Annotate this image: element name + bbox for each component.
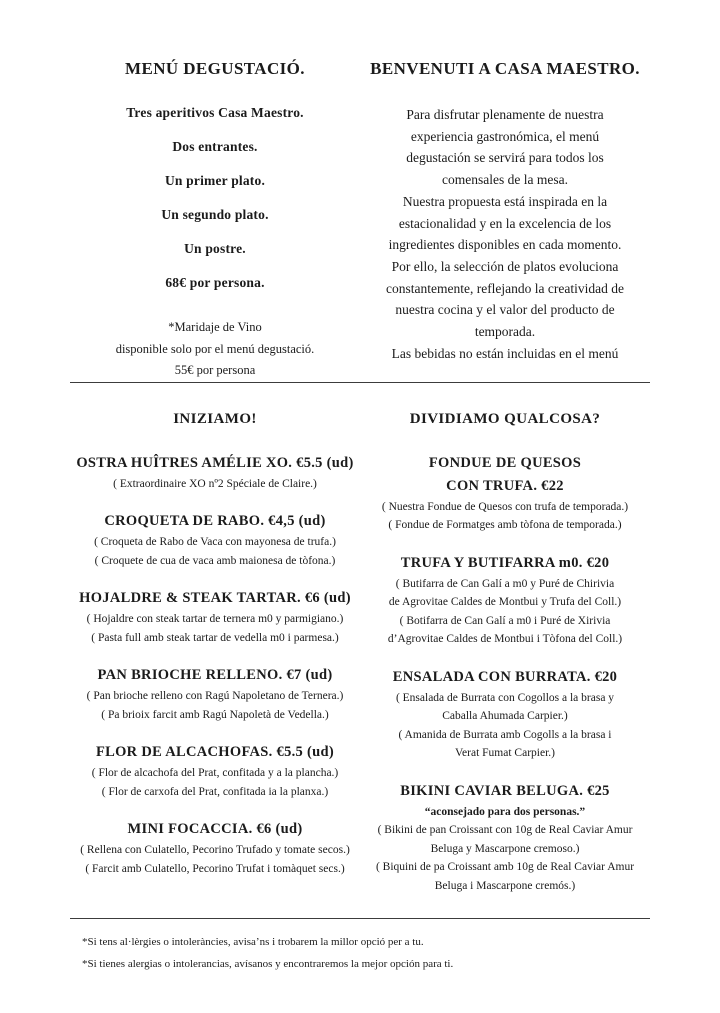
allergy-note-catalan: *Si tens al·lèrgies o intoleràncies, avisa’ns i trobarem la millor opció per a tu. <box>82 936 424 948</box>
item-name: FONDUE DE QUESOS <box>428 454 582 471</box>
allergy-note-spanish: *Si tienes alergias o intolerancias, avísanos y encontraremos la mejor opción para ti. <box>82 957 454 970</box>
welcome-title: BENVENUTI A CASA MAESTRO. <box>370 59 640 78</box>
item-description: ( Extraordinaire XO nº2 Spéciale de Claire.) <box>113 477 317 490</box>
welcome-line: comensales de la mesa. <box>442 172 568 188</box>
menu-item-ostra <box>70 452 360 494</box>
item-description: ( Ensalada de Burrata con Cogollos a la brasa y <box>395 691 615 704</box>
divider-bottom <box>70 918 650 919</box>
item-description: ( Nuestra Fondue de Quesos con trufa de temporada.) <box>381 500 629 513</box>
item-name: PAN BRIOCHE RELLENO. €7 (ud) <box>97 667 333 683</box>
item-description: ( Pan brioche relleno con Ragú Napoletano de Ternera.) <box>86 690 344 702</box>
item-description: ( Hojaldre con steak tartar de ternera m0 y parmigiano.) <box>86 613 344 625</box>
welcome-line: Para disfrutar plenamente de nuestra <box>406 107 604 122</box>
welcome-line: nuestra cocina y el valor del producto de <box>395 302 615 318</box>
menu-item-bikini-caviar <box>360 780 650 896</box>
menu-item-trufa-butifarra <box>360 552 650 649</box>
menu-item-hojaldre <box>70 587 360 647</box>
welcome-line: Nuestra propuesta está inspirada en la <box>402 193 608 209</box>
item-description: ( Amanida de Burrata amb Cogolls a la brasa i <box>398 728 612 741</box>
item-description: ( Biquini de pa Croissant amb 10g de Real Caviar Amur <box>375 861 635 873</box>
wine-pairing-note <box>70 317 360 382</box>
tasting-menu-line: Un postre. <box>184 241 246 256</box>
item-description: ( Croqueta de Rabo de Vaca con mayonesa de trufa.) <box>94 536 336 548</box>
item-description: Verat Fumat Carpier.) <box>455 747 555 759</box>
sharing-title: DIVIDIAMO QUALCOSA? <box>409 410 601 427</box>
menu-item-alcachofas <box>70 741 360 801</box>
welcome-line: constantemente, reflejando la creatividad de <box>385 280 624 296</box>
tasting-menu-line: Dos entrantes. <box>172 139 258 154</box>
menu-item-croqueta <box>70 510 360 570</box>
item-description: ( Farcit amb Culatello, Pecorino Trufat i tomàquet secs.) <box>85 862 345 875</box>
starters-section <box>70 410 360 913</box>
item-description: Caballa Ahumada Carpier.) <box>442 710 568 722</box>
item-description: Beluga y Mascarpone cremoso.) <box>430 842 580 855</box>
tasting-menu-line: Un segundo plato. <box>161 207 269 222</box>
item-name: MINI FOCACCIA. €6 (ud) <box>127 821 303 837</box>
tasting-menu-price: 68€ por persona. <box>165 275 265 290</box>
menu-sections <box>70 410 650 913</box>
serving-suggestion-note: “aconsejado para dos personas.” <box>424 805 586 818</box>
item-name: BIKINI CAVIAR BELUGA. €25 <box>400 782 610 799</box>
item-description: ( Rellena con Culatello, Pecorino Trufado y tomate secos.) <box>80 844 350 856</box>
item-name: CROQUETA DE RABO. €4,5 (ud) <box>104 513 326 529</box>
welcome-line: degustación se servirá para todos los <box>406 150 604 166</box>
welcome-line: Por ello, la selección de platos evoluciona <box>391 258 619 274</box>
item-name: OSTRA HUÎTRES AMÉLIE XO. €5.5 (ud) <box>76 454 354 471</box>
welcome-line: estacionalidad y en la excelencia de los <box>398 215 612 231</box>
welcome-line: Las bebidas no están incluidas en el menú <box>391 345 619 361</box>
tasting-menu-block <box>70 59 360 382</box>
wine-pairing-note-line: disponible solo por el menú degustació. <box>115 341 315 356</box>
starters-title: INIZIAMO! <box>173 410 257 427</box>
item-description: ( Bikini de pan Croissant con 10g de Real Caviar Amur <box>377 824 633 836</box>
item-description: Beluga i Mascarpone cremós.) <box>434 879 576 892</box>
item-description: ( Flor de carxofa del Prat, confitada ia la planxa.) <box>101 785 329 798</box>
item-description: ( Botifarra de Can Galí a m0 i Puré de Xirivia <box>399 614 611 627</box>
item-description: ( Butifarra de Can Galí a m0 y Puré de Chirivia <box>395 577 615 590</box>
welcome-line: ingredientes disponibles en cada momento. <box>388 237 622 253</box>
wine-pairing-note-price: 55€ por persona <box>174 363 256 377</box>
item-description: ( Croquete de cua de vaca amb maionesa de tòfona.) <box>94 554 336 567</box>
item-description: ( Pa brioix farcit amb Ragú Napoletà de Vedella.) <box>101 708 329 721</box>
item-name: CON TRUFA. €22 <box>446 477 564 494</box>
item-name: TRUFA Y BUTIFARRA m0. €20 <box>400 554 610 571</box>
item-name: HOJALDRE & STEAK TARTAR. €6 (ud) <box>79 590 351 606</box>
item-description: ( Flor de alcachofa del Prat, confitada y a la plancha.) <box>91 767 339 779</box>
welcome-block <box>360 59 650 382</box>
item-name: ENSALADA CON BURRATA. €20 <box>392 668 618 685</box>
tasting-menu-line: Un primer plato. <box>164 173 266 188</box>
item-description: ( Pasta full amb steak tartar de vedella m0 i parmesa.) <box>91 631 339 644</box>
tasting-menu-line: Tres aperitivos Casa Maestro. <box>126 105 304 120</box>
menu-item-pan-brioche <box>70 664 360 724</box>
sharing-section <box>360 410 650 913</box>
item-description: d’Agrovitae Caldes de Montbui i Tòfona del Coll.) <box>387 633 623 645</box>
item-description: ( Fondue de Formatges amb tòfona de temporada.) <box>388 519 622 531</box>
welcome-line: experiencia gastronómica, el menú <box>410 128 600 144</box>
welcome-line: temporada. <box>474 324 536 340</box>
item-name: FLOR DE ALCACHOFAS. €5.5 (ud) <box>95 744 335 760</box>
tasting-menu-title: MENÚ DEGUSTACIÓ. <box>125 59 305 78</box>
menu-item-burrata <box>360 666 650 763</box>
item-description: de Agrovitae Caldes de Montbui y Trufa del Coll.) <box>388 596 622 608</box>
allergy-footnotes <box>70 932 650 975</box>
wine-pairing-note-line: *Maridaje de Vino <box>168 320 262 334</box>
intro-section <box>70 59 650 382</box>
menu-item-fondue <box>360 452 650 535</box>
menu-item-focaccia <box>70 818 360 878</box>
divider-top <box>70 382 650 383</box>
